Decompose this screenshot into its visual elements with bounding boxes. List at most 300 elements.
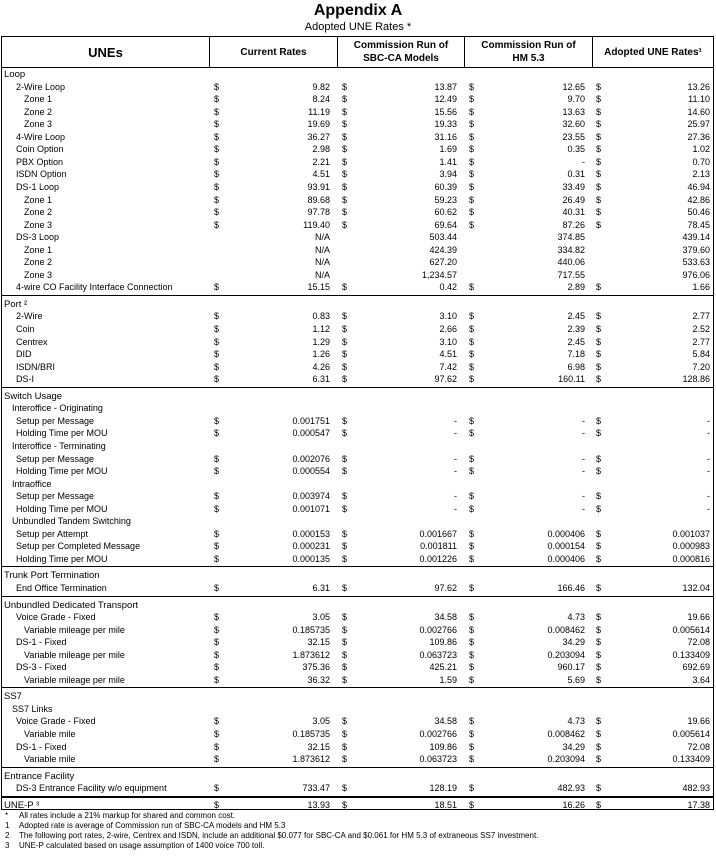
row-value: 0.133409	[672, 650, 710, 660]
dollar-sign: $	[342, 144, 348, 154]
table-row	[2, 206, 713, 219]
row-value: 439.14	[682, 232, 710, 242]
dollar-sign: $	[596, 182, 602, 192]
dollar-sign: $	[596, 541, 602, 551]
row-value: 0.008462	[547, 729, 585, 739]
row-value: 7.18	[567, 349, 585, 359]
row-value: N/A	[314, 245, 330, 255]
row-value: 0.31	[567, 169, 585, 179]
row-value: 6.31	[312, 374, 330, 384]
row-label: Coin Option	[16, 144, 64, 154]
row-value: 4.51	[439, 349, 457, 359]
dollar-sign: $	[342, 783, 348, 793]
dollar-sign: $	[214, 182, 220, 192]
row-value: 50.46	[687, 207, 710, 217]
row-label: 2-Wire Loop	[16, 82, 66, 92]
row-value: 4.51	[312, 169, 330, 179]
row-value: 15.15	[307, 282, 330, 292]
section-divider	[2, 566, 713, 567]
row-label: UNE-P ³	[4, 800, 40, 811]
dollar-sign: $	[342, 428, 348, 438]
row-value: 0.001751	[292, 416, 330, 426]
table-row	[2, 465, 713, 478]
footnote-mark: 1	[5, 821, 10, 830]
dollar-sign: $	[596, 207, 602, 217]
row-value: -	[707, 466, 710, 476]
dollar-sign: $	[214, 107, 220, 117]
footnote-text: The following port rates, 2-wire, Centrex and ISDN, include an additional $0.077 for SBC-CA and $0.061 for HM 5.3 of extraneous SS7 investment.	[19, 831, 539, 840]
row-label: 4-wire CO Facility Interface Connection	[16, 282, 173, 292]
row-value: 3.10	[439, 337, 457, 347]
row-value: 25.97	[687, 119, 710, 129]
row-value: 109.86	[429, 742, 457, 752]
table-row	[2, 569, 713, 582]
row-value: 3.94	[439, 169, 457, 179]
row-value: 0.003974	[292, 491, 330, 501]
dollar-sign: $	[469, 282, 475, 292]
dollar-sign: $	[342, 107, 348, 117]
dollar-sign: $	[214, 729, 220, 739]
dollar-sign: $	[469, 625, 475, 635]
row-value: 0.000983	[672, 541, 710, 551]
row-value: 33.49	[562, 182, 585, 192]
dollar-sign: $	[469, 729, 475, 739]
header-adopted-rates: Adopted UNE Rates¹	[604, 46, 702, 58]
row-value: 627.20	[429, 257, 457, 267]
row-value: 482.93	[682, 783, 710, 793]
row-value: 0.063723	[419, 650, 457, 660]
header-hm53-run: Commission Run of HM 5.3	[481, 40, 576, 64]
row-value: 425.21	[429, 662, 457, 672]
dollar-sign: $	[469, 716, 475, 726]
row-value: 23.55	[562, 132, 585, 142]
row-value: 0.000554	[292, 466, 330, 476]
table-row	[2, 440, 713, 453]
row-label: Setup per Message	[16, 416, 95, 426]
dollar-sign: $	[342, 169, 348, 179]
dollar-sign: $	[596, 554, 602, 564]
dollar-sign: $	[342, 82, 348, 92]
dollar-sign: $	[469, 541, 475, 551]
row-value: 78.45	[687, 220, 710, 230]
dollar-sign: $	[469, 132, 475, 142]
row-value: 16.26	[562, 800, 585, 810]
row-value: 0.203094	[547, 754, 585, 764]
dollar-sign: $	[342, 637, 348, 647]
row-label: Entrance Facility	[4, 771, 75, 782]
table-row	[2, 540, 713, 553]
row-value: 0.000406	[547, 529, 585, 539]
dollar-sign: $	[214, 742, 220, 752]
dollar-sign: $	[214, 454, 220, 464]
dollar-sign: $	[469, 119, 475, 129]
row-label: Setup per Message	[16, 454, 95, 464]
dollar-sign: $	[342, 324, 348, 334]
row-value: 717.55	[557, 270, 585, 280]
row-label: DS-I	[16, 374, 34, 384]
dollar-sign: $	[342, 554, 348, 564]
dollar-sign: $	[596, 783, 602, 793]
dollar-sign: $	[469, 94, 475, 104]
row-value: 3.10	[439, 311, 457, 321]
dollar-sign: $	[214, 94, 220, 104]
dollar-sign: $	[469, 675, 475, 685]
dollar-sign: $	[342, 612, 348, 622]
row-label: Holding Time per MOU	[16, 428, 108, 438]
row-value: 503.44	[429, 232, 457, 242]
row-value: -	[454, 416, 457, 426]
row-value: 46.94	[687, 182, 710, 192]
dollar-sign: $	[596, 157, 602, 167]
dollar-sign: $	[214, 504, 220, 514]
row-value: 2.66	[439, 324, 457, 334]
row-value: 166.46	[557, 583, 585, 593]
dollar-sign: $	[214, 282, 220, 292]
dollar-sign: $	[214, 119, 220, 129]
row-value: 0.000154	[547, 541, 585, 551]
table-row	[2, 553, 713, 566]
row-value: 72.08	[687, 742, 710, 752]
dollar-sign: $	[342, 583, 348, 593]
dollar-sign: $	[214, 754, 220, 764]
row-label: Unbundled Dedicated Transport	[4, 600, 139, 611]
dollar-sign: $	[469, 454, 475, 464]
dollar-sign: $	[596, 504, 602, 514]
row-label: Zone 1	[24, 245, 53, 255]
row-value: 12.49	[434, 94, 457, 104]
dollar-sign: $	[342, 337, 348, 347]
row-value: 0.70	[692, 157, 710, 167]
row-label: Zone 3	[24, 220, 53, 230]
dollar-sign: $	[214, 800, 220, 810]
dollar-sign: $	[596, 583, 602, 593]
dollar-sign: $	[596, 716, 602, 726]
row-label: 4-Wire Loop	[16, 132, 66, 142]
row-value: 0.005614	[672, 729, 710, 739]
table-row	[2, 323, 713, 336]
row-value: 0.002076	[292, 454, 330, 464]
table-row	[2, 611, 713, 624]
row-value: 34.29	[562, 637, 585, 647]
row-value: 13.87	[434, 82, 457, 92]
dollar-sign: $	[342, 650, 348, 660]
dollar-sign: $	[596, 529, 602, 539]
row-value: 119.40	[303, 220, 330, 230]
header-unes: UNEs	[88, 44, 123, 60]
row-value: 0.002766	[419, 729, 457, 739]
row-value: 9.82	[312, 82, 330, 92]
dollar-sign: $	[469, 742, 475, 752]
row-value: -	[454, 454, 457, 464]
row-value: 34.29	[562, 742, 585, 752]
row-value: 2.77	[692, 311, 710, 321]
table-row	[2, 427, 713, 440]
dollar-sign: $	[342, 416, 348, 426]
row-value: 2.45	[567, 337, 585, 347]
row-value: 0.000153	[292, 529, 330, 539]
table-row	[2, 143, 713, 156]
dollar-sign: $	[214, 466, 220, 476]
dollar-sign: $	[469, 107, 475, 117]
footnote-mark: 3	[5, 841, 10, 850]
dollar-sign: $	[596, 362, 602, 372]
row-label: DS-1 - Fixed	[16, 637, 67, 647]
dollar-sign: $	[214, 324, 220, 334]
row-value: 0.83	[312, 311, 330, 321]
dollar-sign: $	[596, 416, 602, 426]
row-value: 0.185735	[292, 729, 330, 739]
dollar-sign: $	[214, 675, 220, 685]
dollar-sign: $	[214, 612, 220, 622]
dollar-sign: $	[596, 754, 602, 764]
row-value: -	[582, 416, 585, 426]
row-value: 15.56	[434, 107, 457, 117]
row-value: 26.49	[562, 195, 585, 205]
dollar-sign: $	[342, 220, 348, 230]
row-value: 0.001811	[420, 541, 457, 551]
dollar-sign: $	[469, 82, 475, 92]
row-value: 0.35	[567, 144, 585, 154]
row-value: 19.66	[687, 612, 710, 622]
row-value: 59.23	[434, 195, 457, 205]
dollar-sign: $	[469, 324, 475, 334]
dollar-sign: $	[214, 337, 220, 347]
row-value: 2.98	[312, 144, 330, 154]
row-value: 97.62	[434, 374, 457, 384]
header-sbc-ca-run: Commission Run of SBC-CA Models	[353, 40, 449, 64]
row-value: 1.59	[439, 675, 457, 685]
table-row	[2, 181, 713, 194]
row-value: 1.26	[312, 349, 330, 359]
table-row	[2, 674, 713, 687]
section-divider	[2, 796, 713, 798]
dollar-sign: $	[214, 311, 220, 321]
dollar-sign: $	[469, 311, 475, 321]
dollar-sign: $	[214, 662, 220, 672]
row-value: 12.65	[562, 82, 585, 92]
table-row	[2, 231, 713, 244]
dollar-sign: $	[214, 650, 220, 660]
dollar-sign: $	[342, 625, 348, 635]
dollar-sign: $	[469, 583, 475, 593]
footnote	[5, 831, 538, 841]
row-value: 1.02	[692, 144, 710, 154]
footnote-text: Adopted rate is average of Commission run of SBC-CA models and HM 5.3	[19, 821, 286, 830]
footnote	[5, 841, 538, 851]
row-label: Loop	[4, 69, 26, 80]
footnote-mark: *	[5, 811, 9, 820]
dollar-sign: $	[469, 195, 475, 205]
row-value: 4.73	[567, 716, 585, 726]
dollar-sign: $	[214, 220, 220, 230]
row-value: 97.78	[307, 207, 330, 217]
row-value: N/A	[314, 257, 330, 267]
dollar-sign: $	[596, 650, 602, 660]
row-value: 1.29	[312, 337, 330, 347]
dollar-sign: $	[596, 374, 602, 384]
row-value: 19.33	[434, 119, 457, 129]
row-value: 60.62	[434, 207, 457, 217]
row-value: 1.41	[439, 157, 457, 167]
table-row	[2, 118, 713, 131]
row-value: 0.001037	[672, 529, 710, 539]
dollar-sign: $	[469, 416, 475, 426]
footnote	[5, 821, 538, 831]
dollar-sign: $	[469, 428, 475, 438]
row-label: Zone 2	[24, 107, 53, 117]
row-label: Interoffice - Originating	[12, 403, 103, 413]
row-label: Variable mile	[24, 754, 76, 764]
row-value: -	[707, 428, 710, 438]
table-row	[2, 373, 713, 386]
row-value: 13.26	[687, 82, 710, 92]
row-value: 72.08	[687, 637, 710, 647]
row-value: 1.69	[439, 144, 457, 154]
row-value: -	[707, 416, 710, 426]
row-value: 334.82	[557, 245, 585, 255]
row-value: -	[707, 491, 710, 501]
row-value: 0.185735	[292, 625, 330, 635]
dollar-sign: $	[214, 362, 220, 372]
dollar-sign: $	[342, 754, 348, 764]
row-value: 482.93	[557, 783, 585, 793]
section-divider	[2, 387, 713, 388]
table-row	[2, 281, 713, 294]
row-value: 440.06	[557, 257, 585, 267]
row-value: 34.58	[434, 716, 457, 726]
row-label: Holding Time per MOU	[16, 466, 108, 476]
dollar-sign: $	[469, 362, 475, 372]
dollar-sign: $	[596, 729, 602, 739]
row-value: -	[454, 504, 457, 514]
row-value: 2.45	[567, 311, 585, 321]
dollar-sign: $	[342, 716, 348, 726]
dollar-sign: $	[214, 529, 220, 539]
row-value: -	[582, 504, 585, 514]
row-value: 128.19	[429, 783, 457, 793]
row-value: -	[582, 454, 585, 464]
row-label: Unbundled Tandem Switching	[12, 516, 131, 526]
row-value: 7.42	[439, 362, 457, 372]
row-value: 1,234.57	[421, 270, 457, 280]
row-value: 69.64	[434, 220, 457, 230]
row-value: 1.66	[692, 282, 710, 292]
row-value: 17.38	[687, 800, 710, 810]
table-row	[2, 348, 713, 361]
row-label: Coin	[16, 324, 35, 334]
row-value: 128.86	[682, 374, 710, 384]
row-value: N/A	[314, 232, 330, 242]
row-label: Intraoffice	[12, 479, 52, 489]
table-row	[2, 782, 713, 795]
row-label: ISDN Option	[16, 169, 67, 179]
row-value: 1.873612	[292, 650, 330, 660]
row-value: 19.69	[307, 119, 330, 129]
row-value: 5.69	[567, 675, 585, 685]
row-label: Port ²	[4, 299, 28, 310]
row-value: 0.002766	[419, 625, 457, 635]
dollar-sign: $	[342, 207, 348, 217]
dollar-sign: $	[469, 529, 475, 539]
row-value: 0.001667	[419, 529, 457, 539]
row-value: 93.91	[307, 182, 330, 192]
dollar-sign: $	[596, 311, 602, 321]
row-value: 0.000547	[292, 428, 330, 438]
footnote-text: UNE-P calculated based on usage assumption of 1400 voice 700 toll.	[19, 841, 265, 850]
row-value: 14.60	[687, 107, 710, 117]
row-label: Zone 3	[24, 270, 53, 280]
row-value: -	[582, 491, 585, 501]
dollar-sign: $	[342, 282, 348, 292]
row-label: 2-Wire	[16, 311, 43, 321]
row-label: Trunk Port Termination	[4, 570, 100, 581]
dollar-sign: $	[342, 374, 348, 384]
footnote	[5, 811, 538, 821]
dollar-sign: $	[596, 675, 602, 685]
dollar-sign: $	[469, 783, 475, 793]
row-value: 2.52	[692, 324, 710, 334]
dollar-sign: $	[469, 491, 475, 501]
dollar-sign: $	[342, 182, 348, 192]
row-value: 2.21	[312, 157, 330, 167]
table-row	[2, 515, 713, 528]
table-row	[2, 93, 713, 106]
dollar-sign: $	[214, 491, 220, 501]
row-value: -	[454, 428, 457, 438]
dollar-sign: $	[596, 625, 602, 635]
dollar-sign: $	[342, 491, 348, 501]
row-value: 0.008462	[547, 625, 585, 635]
row-value: 3.64	[692, 675, 710, 685]
dollar-sign: $	[469, 157, 475, 167]
dollar-sign: $	[214, 157, 220, 167]
dollar-sign: $	[596, 82, 602, 92]
row-value: 6.98	[567, 362, 585, 372]
row-label: Variable mileage per mile	[24, 625, 125, 635]
header-current-rates: Current Rates	[240, 46, 307, 58]
row-value: 97.62	[434, 583, 457, 593]
table-row	[2, 490, 713, 503]
row-value: 109.86	[429, 637, 457, 647]
dollar-sign: $	[469, 554, 475, 564]
table-row	[2, 661, 713, 674]
dollar-sign: $	[596, 132, 602, 142]
dollar-sign: $	[214, 583, 220, 593]
dollar-sign: $	[596, 94, 602, 104]
dollar-sign: $	[469, 182, 475, 192]
row-value: 42.86	[687, 195, 710, 205]
dollar-sign: $	[214, 195, 220, 205]
section-divider	[2, 596, 713, 597]
dollar-sign: $	[342, 729, 348, 739]
table-row	[2, 168, 713, 181]
table-row	[2, 715, 713, 728]
dollar-sign: $	[596, 337, 602, 347]
page-subtitle: Adopted UNE Rates *	[304, 21, 412, 33]
row-value: 0.42	[439, 282, 457, 292]
dollar-sign: $	[342, 800, 348, 810]
dollar-sign: $	[342, 157, 348, 167]
dollar-sign: $	[214, 783, 220, 793]
row-value: 27.36	[687, 132, 710, 142]
dollar-sign: $	[214, 637, 220, 647]
row-value: 692.69	[682, 662, 710, 672]
row-label: Holding Time per MOU	[16, 504, 108, 514]
row-value: 960.17	[557, 662, 585, 672]
row-value: 379.60	[682, 245, 710, 255]
row-value: 2.39	[567, 324, 585, 334]
dollar-sign: $	[596, 428, 602, 438]
